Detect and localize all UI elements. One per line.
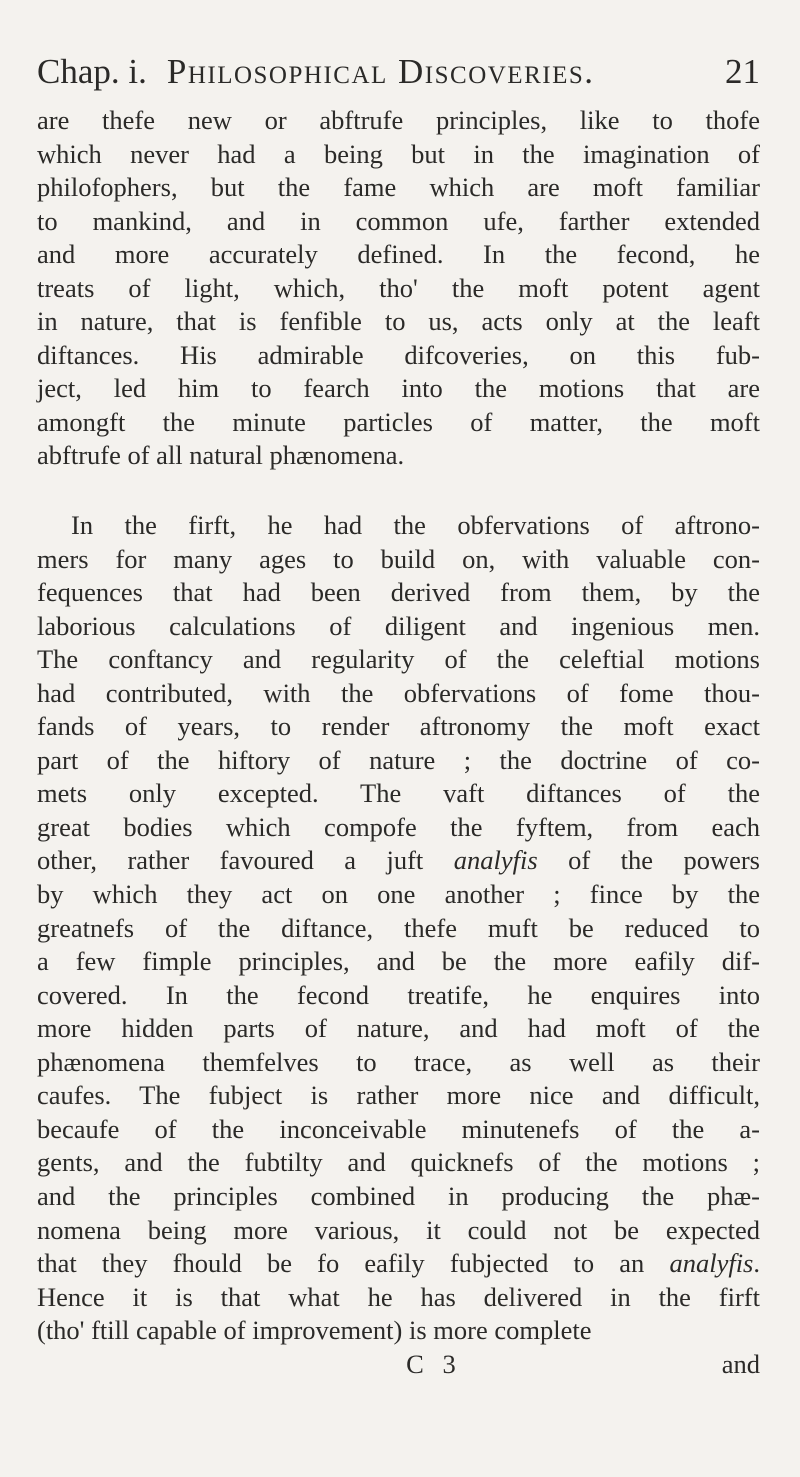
text-line: and more accurately defined. In the fecond, he [37,239,760,270]
text-line: (tho' ftill capable of improvement) is more complete [37,1315,592,1346]
paragraph-gap [37,473,760,509]
text-line: laborious calculations of diligent and ingenious men. [37,610,760,641]
text-line: Hence it is that what he has delivered in the firft [37,1281,760,1312]
signature-mark: C 3 [406,1348,462,1379]
text-line: covered. In the fecond treatife, he enquires into [37,979,760,1010]
text-line: had contributed, with the obfervations of fome thou- [37,677,760,708]
text-line: gents, and the fubtilty and quicknefs of the motions ; [37,1147,760,1178]
text-line: are thefe new or abftrufe principles, like to thofe [37,105,760,135]
text-line: ject, led him to fearch into the motions that are [37,373,760,404]
paragraph-2 [37,509,760,1348]
text-line: mets only excepted. The vaft diftances of the [37,778,760,809]
text-line: and the principles combined in producing the phæ- [37,1180,760,1211]
text-line: which never had a being but in the imagination of [37,138,760,169]
text-line: caufes. The fubject is rather more nice and difficult, [37,1080,760,1111]
text-line: mers for many ages to build on, with valuable con- [37,543,760,574]
chapter-label: Chap. i. [37,52,147,91]
text-line: part of the hiftory of nature ; the doctrine of co- [37,744,760,775]
text-line: to mankind, and in common ufe, farther extended [37,205,760,236]
running-title: Philosophical Discoveries. [166,52,595,91]
text-line: The conftancy and regularity of the celeftial motions [37,644,760,675]
text-line: more hidden parts of nature, and had moft of the [37,1013,760,1044]
text-line: that they fhould be fo eafily fubjected to an analyfis. [37,1248,760,1279]
paragraph-1 [37,104,760,473]
text-line: treats of light, which, tho' the moft potent agent [37,272,760,303]
text-line: fequences that had been derived from them, by the [37,577,760,608]
text-line: nomena being more various, it could not be expected [37,1214,760,1245]
text-line: becaufe of the inconceivable minutenefs of the a- [37,1113,760,1144]
text-line: philofophers, but the fame which are moft familiar [37,172,760,203]
text-line: in nature, that is fenfible to us, acts only at the leaft [37,306,760,337]
catchword: and [721,1348,760,1379]
text-line: fands of years, to render aftronomy the moft exact [37,711,760,742]
page-number: 21 [725,52,760,91]
text-line: amongft the minute particles of matter, the moft [37,406,760,437]
text-line: abftrufe of all natural phænomena. [37,440,405,471]
text-line: diftances. His admirable difcoveries, on this fub- [37,339,760,370]
running-head [37,52,760,92]
page-footer [37,1348,760,1381]
text-line: by which they act on one another ; fince by the [37,879,760,910]
text-line: In the firft, he had the obfervations of aftrono- [71,510,760,541]
text-line: greatnefs of the diftance, thefe muft be reduced to [37,912,760,943]
text-line: phænomena themfelves to trace, as well as their [37,1046,760,1077]
body-text [37,104,760,1348]
text-line: other, rather favoured a juft analyfis of the powers [37,845,760,876]
text-line: a few fimple principles, and be the more eafily dif- [37,946,760,977]
text-line: great bodies which compofe the fyftem, from each [37,811,760,842]
